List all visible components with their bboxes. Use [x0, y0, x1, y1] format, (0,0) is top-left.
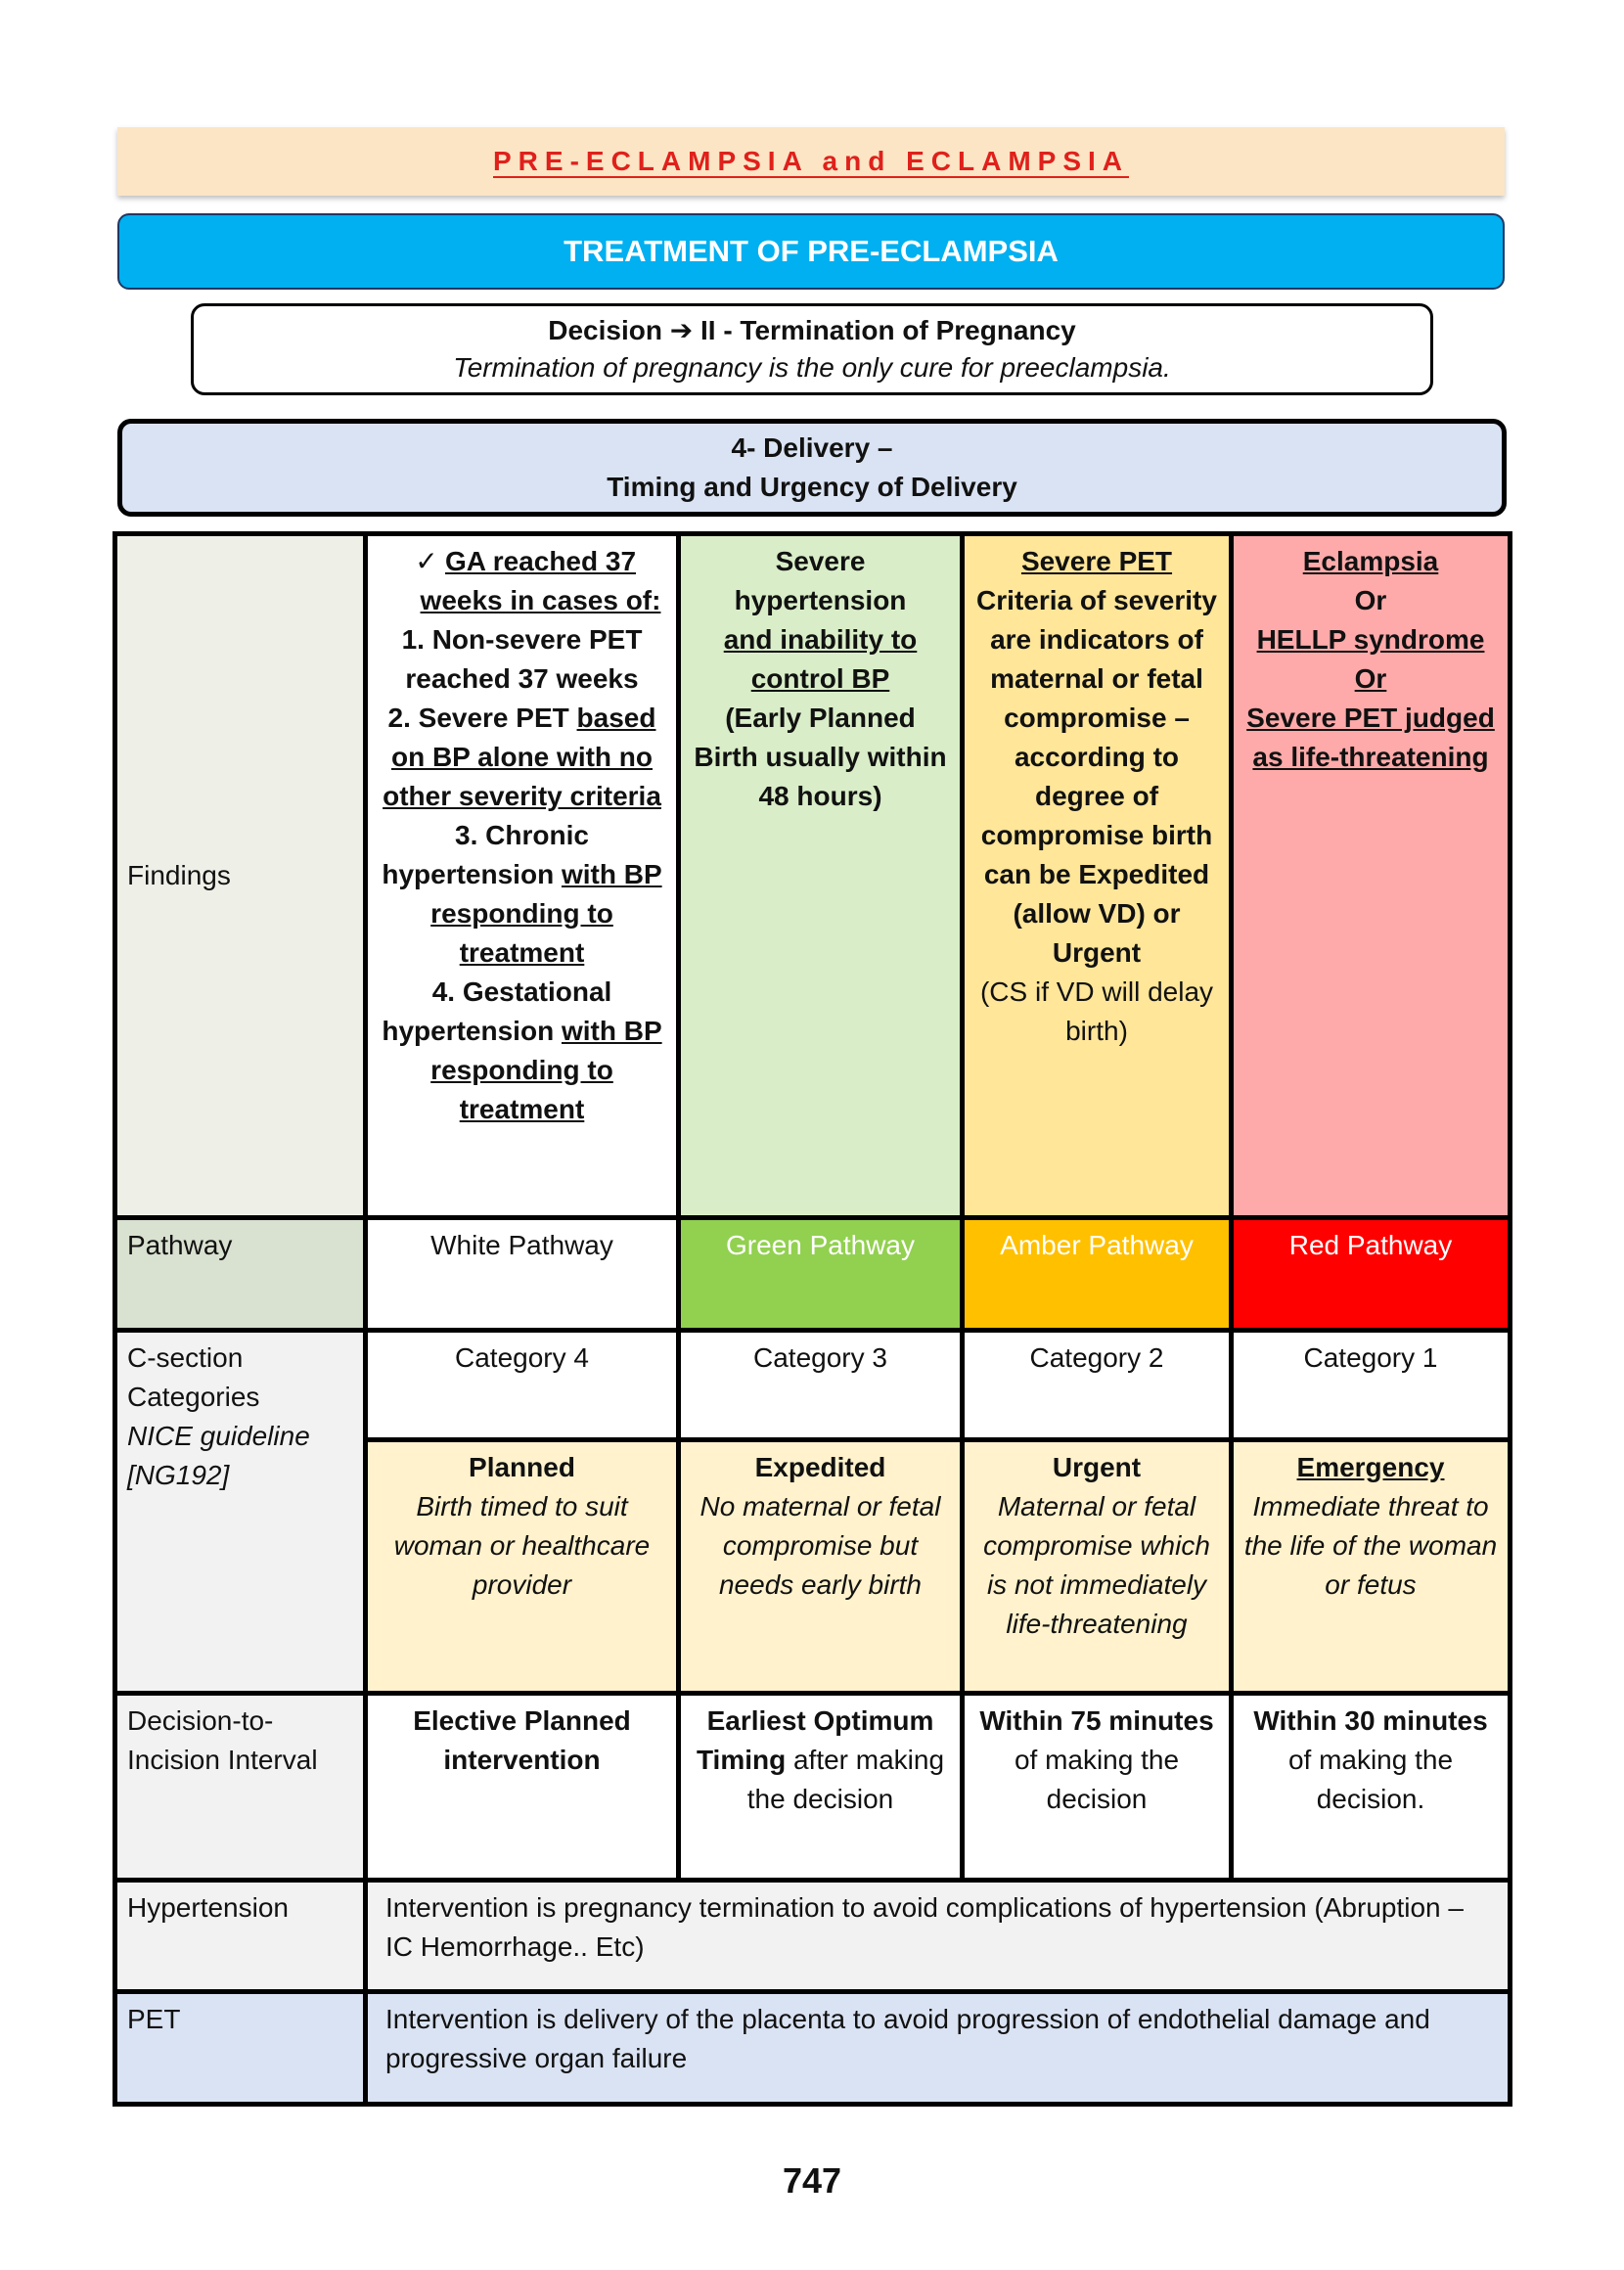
- findings-green-cell: [679, 534, 963, 1218]
- amber-line-3: (CS if VD will delay birth): [979, 976, 1214, 1046]
- findings-row: [115, 534, 1511, 1218]
- red-line-4: Or: [1354, 663, 1387, 694]
- pet-text: Intervention is delivery of the placenta to avoid progression of endothelial damage and progressive organ failure: [366, 1992, 1511, 2105]
- red-line-3: HELLP syndrome: [1256, 624, 1485, 655]
- section-title: TREATMENT OF PRE-ECLAMPSIA: [564, 234, 1059, 268]
- category-amber: Category 2: [963, 1330, 1232, 1439]
- pathway-green: Green Pathway: [679, 1218, 963, 1330]
- pet-row: [115, 1992, 1511, 2105]
- category-red: Category 1: [1232, 1330, 1511, 1439]
- category-green: Category 3: [679, 1330, 963, 1439]
- pathway-row: [115, 1218, 1511, 1330]
- decision-note: Termination of pregnancy is the only cure for preeclampsia.: [453, 352, 1171, 383]
- green-line-1: Severe hypertension: [734, 546, 907, 615]
- delivery-heading-box: [117, 419, 1507, 517]
- document-title-banner: [117, 127, 1505, 196]
- delivery-timing-table: [113, 531, 1512, 2107]
- findings-label: Findings: [115, 534, 366, 1218]
- amber-line-2: Criteria of severity are indicators of maternal or fetal compromise – according to degree of compromise birth can be Expedited (allow VD) or Urgent: [976, 585, 1217, 968]
- interval-green: Earliest Optimum Timing after making the decision: [679, 1694, 963, 1881]
- pathway-white: White Pathway: [366, 1218, 679, 1330]
- findings-red-cell: [1232, 534, 1511, 1218]
- urgency-emergency: Emergency Immediate threat to the life of the woman or fetus: [1232, 1440, 1511, 1694]
- pathway-label: Pathway: [115, 1218, 366, 1330]
- section-banner: [117, 213, 1505, 290]
- hypertension-text: Intervention is pregnancy termination to avoid complications of hypertension (Abruption – IC Hemorrhage.. Etc): [366, 1880, 1511, 1991]
- interval-white: Elective Planned intervention: [366, 1694, 679, 1881]
- pathway-red: Red Pathway: [1232, 1218, 1511, 1330]
- red-line-1: Eclampsia: [1302, 546, 1439, 576]
- findings-white-cell: [366, 534, 679, 1218]
- pathway-amber: Amber Pathway: [963, 1218, 1232, 1330]
- red-line-2: Or: [1354, 585, 1387, 615]
- white-item-1: 1. Non-severe PET reached 37 weeks: [401, 624, 643, 694]
- green-line-3: (Early Planned Birth usually within 48 hours): [694, 703, 947, 811]
- urgency-expedited: Expedited No maternal or fetal compromise but needs early birth: [679, 1440, 963, 1694]
- interval-row: [115, 1694, 1511, 1881]
- interval-label: Decision-to- Incision Interval: [115, 1694, 366, 1881]
- hypertension-label: Hypertension: [115, 1880, 366, 1991]
- document-title: PRE-ECLAMPSIA and ECLAMPSIA: [493, 146, 1129, 176]
- decision-title: [548, 312, 1076, 349]
- red-line-5: Severe PET judged as life-threatening: [1246, 703, 1495, 772]
- green-line-2: and inability to control BP: [723, 624, 918, 694]
- delivery-heading-line2: Timing and Urgency of Delivery: [607, 472, 1017, 502]
- white-item-3: 3. Chronic hypertension with BP responding to treatment: [382, 820, 662, 968]
- decision-label: Decision: [548, 315, 662, 345]
- check-icon: ✓: [415, 546, 438, 576]
- urgency-planned: Planned Birth timed to suit woman or healthcare provider: [366, 1440, 679, 1694]
- urgency-urgent: Urgent Maternal or fetal compromise which is not immediately life-threatening: [963, 1440, 1232, 1694]
- decision-box: [191, 303, 1433, 395]
- white-item-2: 2. Severe PET based on BP alone with no other severity criteria: [383, 703, 661, 811]
- csection-label: C-section Categories NICE guideline [NG192]: [115, 1330, 366, 1694]
- white-item-4: 4. Gestational hypertension with BP responding to treatment: [382, 976, 662, 1124]
- hypertension-row: [115, 1880, 1511, 1991]
- interval-red: Within 30 minutes of making the decision.: [1232, 1694, 1511, 1881]
- amber-line-1: Severe PET: [1020, 546, 1173, 576]
- decision-step: II - Termination of Pregnancy: [699, 315, 1076, 345]
- right-arrow-icon: ➔: [669, 315, 694, 345]
- category-row: [115, 1330, 1511, 1439]
- pet-label: PET: [115, 1992, 366, 2105]
- interval-amber: Within 75 minutes of making the decision: [963, 1694, 1232, 1881]
- findings-amber-cell: [963, 534, 1232, 1218]
- white-intro: ✓ GA reached 37 weeks in cases of:: [378, 542, 666, 620]
- delivery-heading-line1: 4- Delivery –: [731, 432, 893, 463]
- page-number: 747: [782, 2160, 842, 2201]
- category-white: Category 4: [366, 1330, 679, 1439]
